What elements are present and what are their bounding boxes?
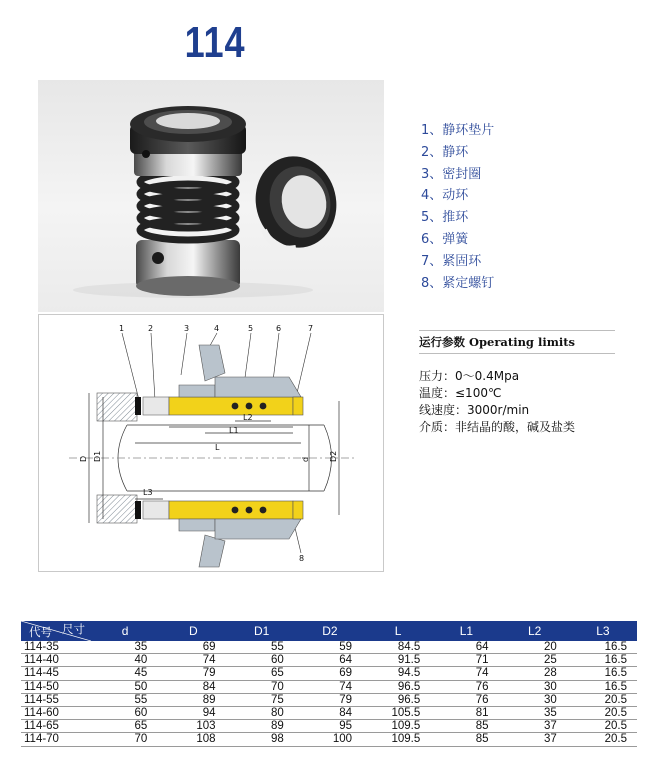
cell-L1: 81 [432,706,500,719]
table-row [21,693,637,706]
cell-L1: 76 [432,693,500,706]
cell-D2: 59 [296,641,364,654]
part-item: 1、静环垫片 [421,123,495,138]
cell-D: 79 [159,667,227,680]
callout-3: 3 [184,324,190,333]
cell-d: 60 [91,706,159,719]
operating-item: 压力：0～0.4Mpa [419,369,520,383]
dim-D2: D2 [329,450,338,462]
operating-item: 温度：≤100℃ [419,386,502,400]
callout-4: 4 [214,324,220,333]
cell-code: 114-35 [21,641,91,654]
cell-code: 114-70 [21,733,91,746]
cell-d: 40 [91,654,159,667]
table-corner-header [21,621,91,641]
cell-L2: 30 [501,693,569,706]
cell-L1: 85 [432,720,500,733]
col-header-L: L [364,621,432,641]
cell-D2: 79 [296,693,364,706]
dim-L: L [215,443,220,452]
cell-L: 96.5 [364,693,432,706]
cell-L2: 37 [501,733,569,746]
table-row [21,720,637,733]
col-header-L1: L1 [432,621,500,641]
cell-D: 84 [159,680,227,693]
dimension-table [21,621,637,747]
part-item: 7、紧固环 [421,253,482,269]
col-header-D: D [159,621,227,641]
cell-L2: 28 [501,667,569,680]
cell-code: 114-55 [21,693,91,706]
cell-code: 114-65 [21,720,91,733]
cell-D1: 60 [228,654,296,667]
cell-L: 109.5 [364,720,432,733]
cell-D2: 64 [296,654,364,667]
cell-L2: 30 [501,680,569,693]
cell-D1: 98 [228,733,296,746]
lower-section [97,495,303,567]
part-item: 3、密封圈 [421,166,482,182]
cell-L: 109.5 [364,733,432,746]
operating-item: 线速度：3000r/min [419,403,530,417]
callout-8: 8 [299,554,305,563]
parts-list [421,120,494,294]
cell-D2: 84 [296,706,364,719]
product-photo [38,80,384,312]
cell-L3: 16.5 [569,680,637,693]
cell-D: 89 [159,693,227,706]
cell-D: 74 [159,654,227,667]
cell-D2: 74 [296,680,364,693]
cell-L: 94.5 [364,667,432,680]
table-row [21,733,637,746]
cell-L1: 76 [432,680,500,693]
cell-d: 70 [91,733,159,746]
col-header-d: d [91,621,159,641]
cell-D1: 70 [228,680,296,693]
cell-D: 94 [159,706,227,719]
part-item: 4、动环 [421,188,469,204]
part-item: 6、弹簧 [421,231,469,247]
cell-L3: 16.5 [569,641,637,654]
callout-6: 6 [276,324,282,333]
cell-d: 55 [91,693,159,706]
mechanical-seal-illustration [38,80,384,312]
cell-L3: 16.5 [569,667,637,680]
part-item: 5、推环 [421,210,469,226]
cell-D2: 69 [296,667,364,680]
col-header-L2: L2 [501,621,569,641]
callout-1: 1 [119,324,125,333]
cell-D2: 95 [296,720,364,733]
cell-L: 91.5 [364,654,432,667]
callout-5: 5 [248,324,254,333]
cell-D1: 75 [228,693,296,706]
corner-size-label: 尺寸 [62,624,85,636]
operating-limits-heading: 运行参数 Operating limits [419,330,615,354]
table-row [21,641,637,654]
cell-L1: 85 [432,733,500,746]
table-row [21,680,637,693]
cell-D: 108 [159,733,227,746]
part-item: 2、静环 [421,144,469,160]
cell-D2: 100 [296,733,364,746]
callout-2: 2 [148,324,154,333]
technical-drawing [38,314,384,572]
cell-L3: 20.5 [569,706,637,719]
cell-D1: 80 [228,706,296,719]
cell-code: 114-60 [21,706,91,719]
dim-L2: L2 [243,413,253,422]
dim-L3: L3 [143,488,153,497]
cell-L2: 20 [501,641,569,654]
cell-D1: 89 [228,720,296,733]
table-row [21,706,637,719]
callout-7: 7 [308,324,314,333]
cell-code: 114-50 [21,680,91,693]
cell-D: 103 [159,720,227,733]
cell-L1: 71 [432,654,500,667]
dim-D: D [79,455,88,462]
table-row [21,667,637,680]
cell-code: 114-40 [21,654,91,667]
cell-L3: 20.5 [569,693,637,706]
col-header-D1: D1 [228,621,296,641]
cell-L3: 20.5 [569,733,637,746]
cell-L2: 35 [501,706,569,719]
cell-L1: 74 [432,667,500,680]
col-header-L3: L3 [569,621,637,641]
dim-L1: L1 [229,426,239,435]
cell-d: 35 [91,641,159,654]
cell-L: 84.5 [364,641,432,654]
table-row [21,654,637,667]
cell-L3: 16.5 [569,654,637,667]
operating-item: 介质：非结晶的酸，碱及盐类 [419,420,576,434]
col-header-D2: D2 [296,621,364,641]
cell-d: 45 [91,667,159,680]
cell-L2: 25 [501,654,569,667]
cell-L: 96.5 [364,680,432,693]
cell-d: 50 [91,680,159,693]
cell-D1: 65 [228,667,296,680]
table-header-row [21,621,637,641]
cell-L1: 64 [432,641,500,654]
cell-L3: 20.5 [569,720,637,733]
part-item: 8、紧定螺钉 [421,275,495,291]
cell-d: 65 [91,720,159,733]
cell-D: 69 [159,641,227,654]
cell-L: 105.5 [364,706,432,719]
corner-code-label: 代号 [29,627,52,639]
operating-limits-list [419,368,575,436]
dim-d: d [301,456,310,462]
cell-D1: 55 [228,641,296,654]
cross-section-drawing [39,315,385,573]
cell-code: 114-45 [21,667,91,680]
model-title: 114 [184,18,246,67]
dim-D1: D1 [93,450,102,462]
cell-L2: 37 [501,720,569,733]
